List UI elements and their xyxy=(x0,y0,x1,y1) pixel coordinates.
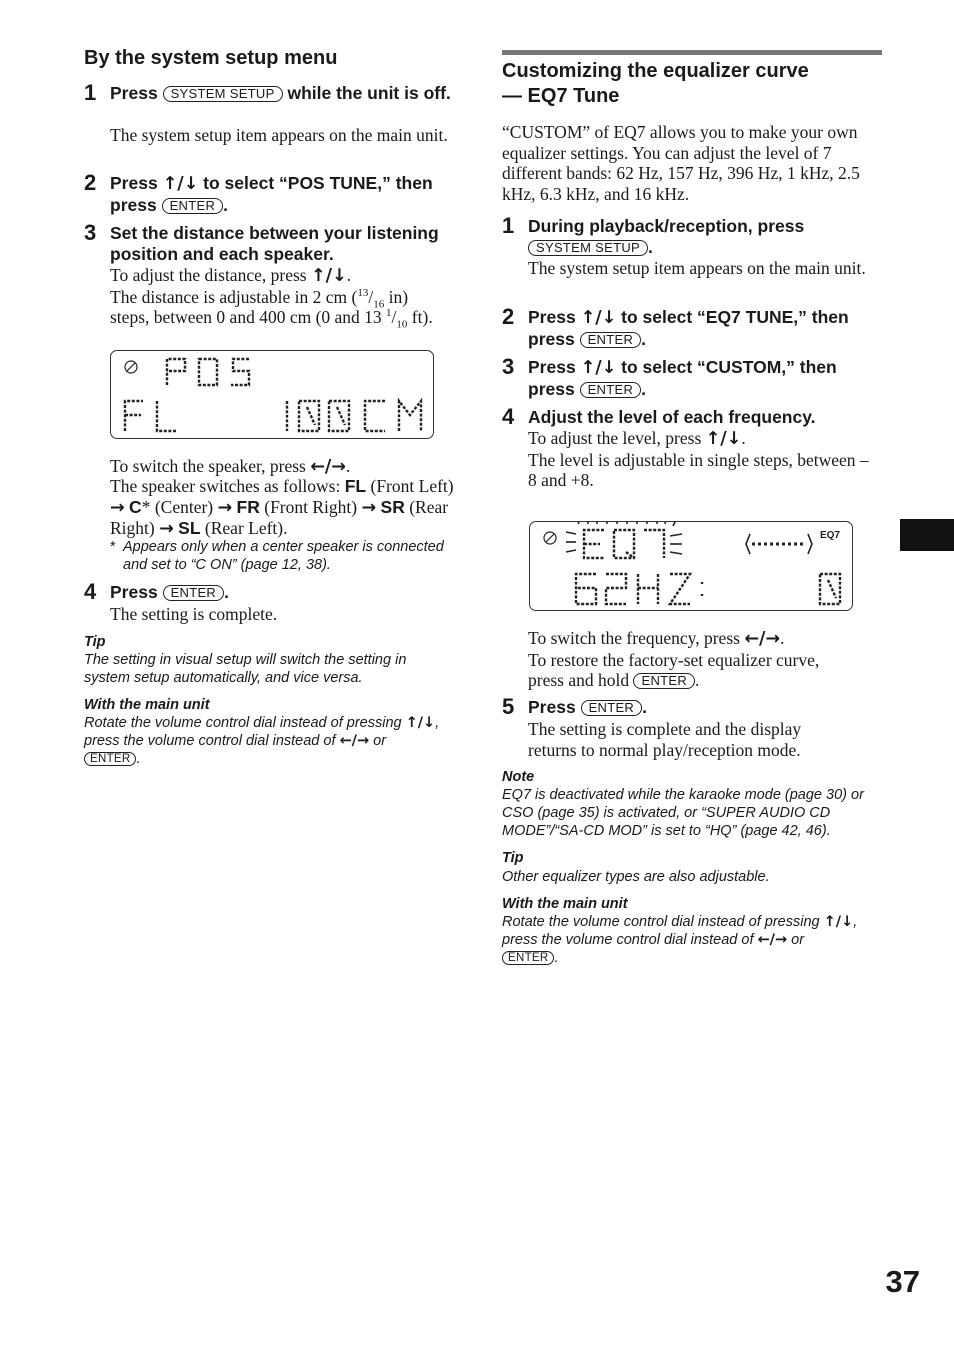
main-unit-text: Rotate the volume control dial instead of pressing ↑/↓, press the volume control dial instead of ←/→ or ENTER . xyxy=(84,715,440,767)
left-heading: By the system setup menu xyxy=(84,47,338,69)
enter-key: ENTER xyxy=(581,700,643,716)
note-heading: Note xyxy=(502,769,535,785)
step-body: The setting is complete. xyxy=(110,604,278,624)
step-heading: Press ↑/↓ to select “POS TUNE,” then press ENTER . xyxy=(110,173,433,215)
enter-key: ENTER xyxy=(84,752,136,766)
lcd-display-eq7 xyxy=(529,521,853,611)
main-unit-heading: With the main unit xyxy=(502,896,628,912)
step-number: 4 xyxy=(502,404,515,429)
section-rule xyxy=(502,50,882,55)
step-number: 2 xyxy=(84,170,97,195)
step-heading: Press SYSTEM SETUP while the unit is off. xyxy=(110,83,451,103)
step-heading: Press ↑/↓ to select “EQ7 TUNE,” then press ENTER . xyxy=(528,307,849,349)
lcd-segments xyxy=(111,351,433,438)
step-body: To adjust the level, press ↑/↓. The level is adjustable in single steps, between –8 and +8. xyxy=(528,428,869,490)
step-heading: Set the distance between your listening position and each speaker. xyxy=(110,223,439,264)
step-number: 3 xyxy=(84,220,97,245)
step-number: 1 xyxy=(502,213,515,238)
up-down-arrows-icon: ↑/↓ xyxy=(705,429,742,449)
arrow-right-icon: → xyxy=(110,497,125,518)
enter-key: ENTER xyxy=(163,585,225,601)
lcd-segments xyxy=(530,522,852,610)
step-body: The system setup item appears on the main unit. xyxy=(110,125,448,145)
main-unit-heading: With the main unit xyxy=(84,697,210,713)
step-number: 2 xyxy=(502,304,515,329)
up-down-arrows-icon: ↑/↓ xyxy=(580,358,617,378)
step-heading: Adjust the level of each frequency. xyxy=(528,407,816,427)
left-right-arrows-icon: ←/→ xyxy=(757,932,788,948)
enter-key: ENTER xyxy=(633,673,695,689)
step-body: The system setup item appears on the main unit. xyxy=(528,258,866,278)
arrow-right-icon: → xyxy=(217,497,233,518)
right-heading: Customizing the equalizer curve — EQ7 Tune xyxy=(502,60,809,107)
level-bar-icon xyxy=(746,534,812,554)
arrow-right-icon: → xyxy=(159,519,174,539)
arrow-right-icon: → xyxy=(361,497,377,518)
step-heading: Press ENTER . xyxy=(110,582,229,602)
step-number: 3 xyxy=(502,354,515,379)
step-number: 4 xyxy=(84,579,97,604)
footnote: Appears only when a center speaker is connected and set to “C ON” (page 12, 38). xyxy=(123,539,444,573)
left-right-arrows-icon: ←/→ xyxy=(310,457,346,477)
tip-text: Other equalizer types are also adjustable. xyxy=(502,869,770,885)
speaker-sequence: The speaker switches as follows: FL (Front Left) → C* (Center) → FR (Front Right) → SR (Rear Right) → SL (Rear Left). xyxy=(110,476,454,539)
footnote-mark: * xyxy=(110,539,116,555)
step-heading: Press ↑/↓ to select “CUSTOM,” then press ENTER . xyxy=(528,357,837,399)
step-number: 5 xyxy=(502,694,515,719)
system-setup-key: SYSTEM SETUP xyxy=(163,86,283,102)
left-right-arrows-icon: ←/→ xyxy=(744,629,781,649)
up-down-arrows-icon: ↑/↓ xyxy=(162,174,199,194)
disc-icon xyxy=(125,361,137,373)
system-setup-key: SYSTEM SETUP xyxy=(528,240,648,256)
step-number: 1 xyxy=(84,80,97,105)
enter-key: ENTER xyxy=(580,382,642,398)
enter-key: ENTER xyxy=(162,198,224,214)
intro-text: “CUSTOM” of EQ7 allows you to make your own equalizer settings. You can adjust the level of 7 different bands: 62 Hz, 157 Hz, 396 Hz, 1 kHz, 2.5 kHz, 6.3 kHz, and 16 kHz. xyxy=(502,122,860,204)
tip-heading: Tip xyxy=(84,634,106,650)
tip-heading: Tip xyxy=(502,850,524,866)
step-heading: During playback/reception, press SYSTEM SETUP . xyxy=(528,216,805,257)
page-number: 37 xyxy=(885,1264,920,1299)
up-down-arrows-icon: ↑/↓ xyxy=(310,266,347,286)
tip-text: The setting in visual setup will switch the setting in system setup automatically, and vice versa. xyxy=(84,652,407,686)
step-body: To adjust the distance, press ↑/↓. The distance is adjustable in 2 cm ($^{13}/_{16}$ in) steps, between 0 and 400 cm (0 and 13 $^1/_{10}$ ft). xyxy=(110,265,433,331)
eq7-badge: EQ7 xyxy=(819,530,841,541)
main-unit-text: Rotate the volume control dial instead of pressing ↑/↓, press the volume control dial instead of ←/→ or ENTER . xyxy=(502,914,858,966)
enter-key: ENTER xyxy=(580,332,642,348)
lcd-display-pos xyxy=(110,350,434,439)
switch-speaker-text: To switch the speaker, press ←/→. xyxy=(110,456,351,477)
enter-key: ENTER xyxy=(502,951,554,965)
step-heading: Press ENTER . xyxy=(528,697,647,717)
up-down-arrows-icon: ↑/↓ xyxy=(580,308,617,328)
switch-frequency-text: To switch the frequency, press ←/→. To restore the factory-set equalizer curve, press and hold ENTER . xyxy=(528,628,820,690)
note-text: EQ7 is deactivated while the karaoke mode (page 30) or CSO (page 35) is activated, or “SUPER AUDIO CD MODE”/“SA-CD MOD” is set to “HQ” (page 42, 46). xyxy=(502,787,864,839)
up-down-arrows-icon: ↑/↓ xyxy=(405,715,436,731)
chapter-tab xyxy=(900,519,954,551)
disc-icon xyxy=(544,532,556,544)
step-body: The setting is complete and the display returns to normal play/reception mode. xyxy=(528,719,802,760)
up-down-arrows-icon: ↑/↓ xyxy=(823,914,854,930)
left-right-arrows-icon: ←/→ xyxy=(339,733,370,749)
